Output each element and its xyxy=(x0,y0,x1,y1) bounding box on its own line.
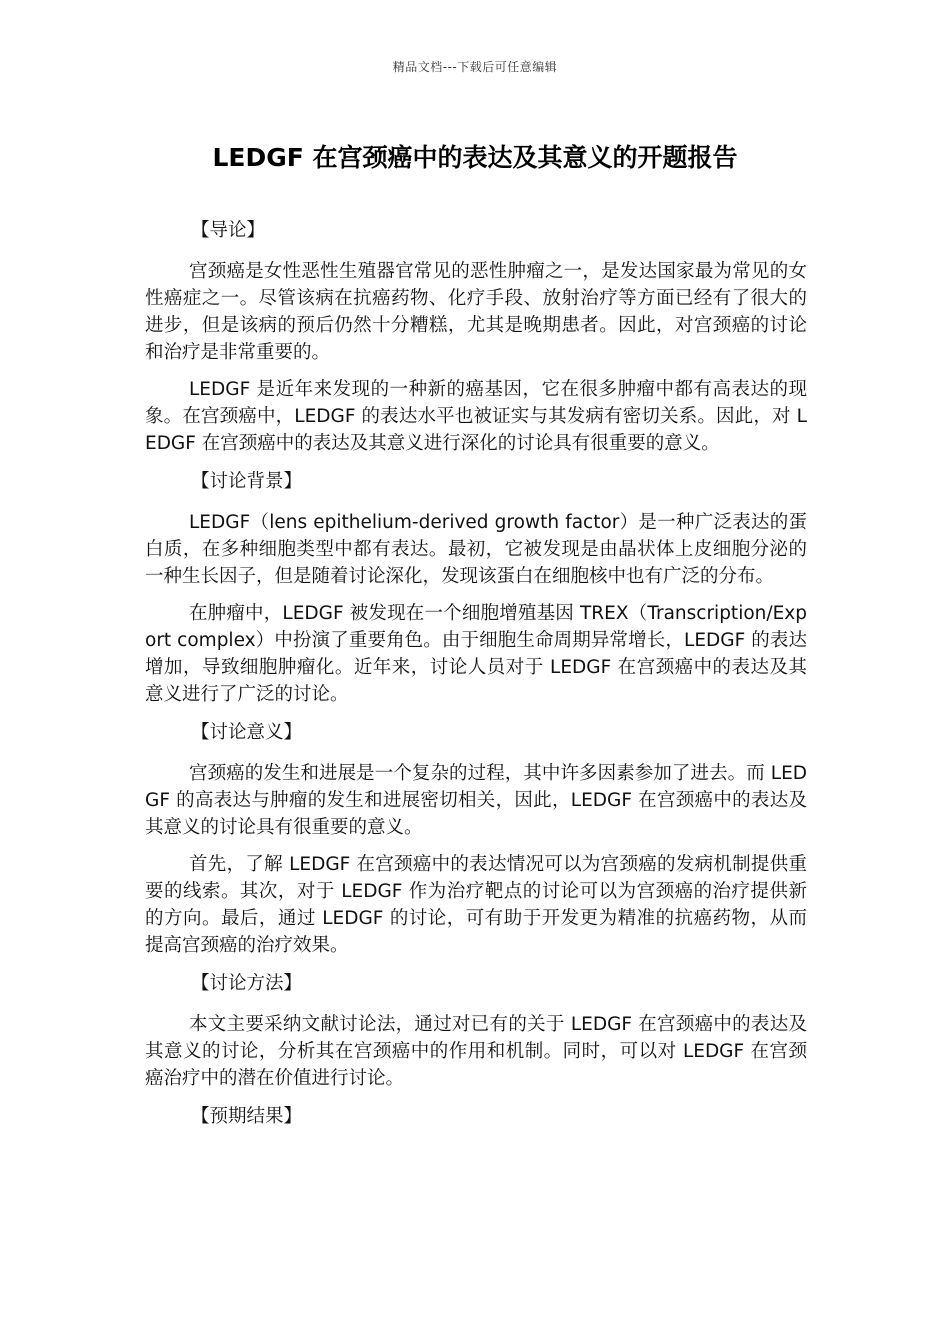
section-heading: 【讨论背景】 xyxy=(191,471,303,492)
page-header-watermark: 精品文档---下载后可任意编辑 xyxy=(392,60,558,74)
document-body xyxy=(145,216,807,1144)
section-methods xyxy=(145,969,807,1092)
section-heading: 【讨论意义】 xyxy=(191,722,303,743)
section-background xyxy=(145,467,807,708)
section-heading: 【讨论方法】 xyxy=(191,973,303,994)
section-expected-results xyxy=(145,1102,807,1132)
paragraph: 本文主要采纳文献讨论法，通过对已有的关于 LEDGF 在宫颈癌中的表达及其意义的讨论，分析其在宫颈癌中的作用和机制。同时，可以对 LEDGF 在宫颈癌治疗中的潜在价值进行讨论。 xyxy=(145,1014,807,1089)
paragraph: LEDGF（lens epithelium-derived growth factor）是一种广泛表达的蛋白质，在多种细胞类型中都有表达。最初，它被发现是由晶状体上皮细胞分泌的一种生长因子，但是随着讨论深化，发现该蛋白在细胞核中也有广泛的分布。 xyxy=(145,512,807,587)
section-heading: 【导论】 xyxy=(191,220,266,241)
paragraph: 首先，了解 LEDGF 在宫颈癌中的表达情况可以为宫颈癌的发病机制提供重要的线索。其次，对于 LEDGF 作为治疗靶点的讨论可以为宫颈癌的治疗提供新的方向。最后，通过 LEDGF 的讨论，可有助于开发更为精准的抗癌药物，从而提高宫颈癌的治疗效果。 xyxy=(145,854,807,956)
section-heading: 【预期结果】 xyxy=(191,1106,303,1127)
section-introduction xyxy=(145,216,807,457)
paragraph: LEDGF 是近年来发现的一种新的癌基因，它在很多肿瘤中都有高表达的现象。在宫颈癌中，LEDGF 的表达水平也被证实与其发病有密切关系。因此，对 LEDGF 在宫颈癌中的表达及其意义进行深化的讨论具有很重要的意义。 xyxy=(145,379,807,454)
document-title: LEDGF 在宫颈癌中的表达及其意义的开题报告 xyxy=(212,143,738,172)
paragraph: 在肿瘤中，LEDGF 被发现在一个细胞增殖基因 TREX（Transcription/Export complex）中扮演了重要角色。由于细胞生命周期异常增长，LEDGF 的表达增加，导致细胞肿瘤化。近年来，讨论人员对于 LEDGF 在宫颈癌中的表达及其意义进行了广泛的讨论。 xyxy=(145,603,807,705)
paragraph: 宫颈癌是女性恶性生殖器官常见的恶性肿瘤之一，是发达国家最为常见的女性癌症之一。尽管该病在抗癌药物、化疗手段、放射治疗等方面已经有了很大的进步，但是该病的预后仍然十分糟糕，尤其是晚期患者。因此，对宫颈癌的讨论和治疗是非常重要的。 xyxy=(145,261,807,363)
paragraph: 宫颈癌的发生和进展是一个复杂的过程，其中许多因素参加了进去。而 LEDGF 的高表达与肿瘤的发生和进展密切相关，因此，LEDGF 在宫颈癌中的表达及其意义的讨论具有很重要的意义。 xyxy=(145,763,807,838)
section-significance xyxy=(145,718,807,959)
